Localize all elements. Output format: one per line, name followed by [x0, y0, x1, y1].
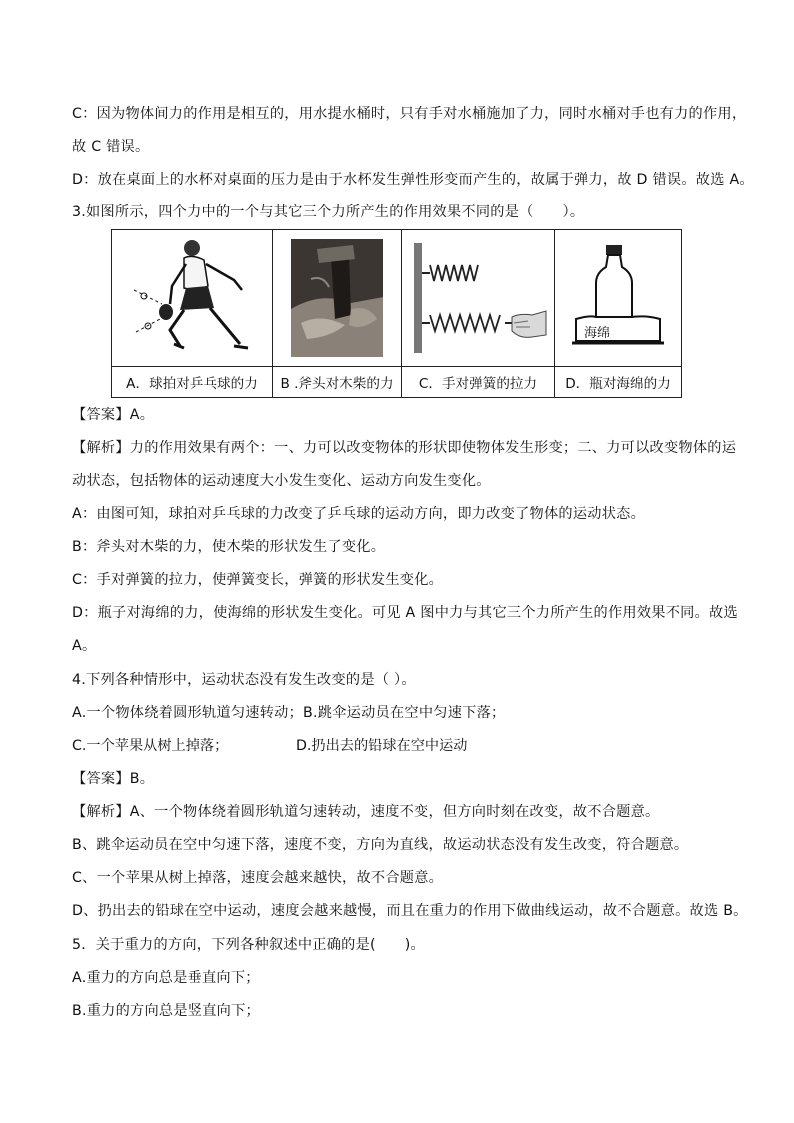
figure-cell-c — [402, 230, 555, 367]
hand-pulling-spring-image — [408, 243, 548, 353]
q4-stem: 4.下列各种情形中，运动状态没有发生改变的是（ ）。 — [72, 672, 416, 688]
q2-option-d-line: D：放在桌面上的水杯对桌面的压力是由于水杯发生弹性形变而产生的，故属于弹力，故 D 错误。故选 A。 — [72, 172, 754, 188]
q2-option-c-line1: C：因为物体间力的作用是相互的，用水提水桶时，只有手对水桶施加了力，同时水桶对手也有力的作用， — [72, 106, 747, 122]
caption-b: B .斧头对木柴的力 — [273, 367, 402, 398]
q3-figure-table — [111, 229, 682, 398]
q4-options-ab: A.一个物体绕着圆形轨道匀速转动；B.跳伞运动员在空中匀速下落； — [72, 705, 506, 721]
q3-analysis-b: B：斧头对木柴的力，使木柴的形状发生了变化。 — [72, 539, 386, 555]
q3-analysis-line1: 【解析】力的作用效果有两个：一、力可以改变物体的形状即使物体发生形变；二、力可以改变物体的运 — [72, 440, 737, 456]
q3-analysis-c: C：手对弹簧的拉力，使弹簧变长，弹簧的形状发生变化。 — [72, 572, 444, 588]
axe-splitting-wood-image — [291, 239, 383, 357]
q4-option-c: C.一个苹果从树上掉落； — [72, 738, 229, 754]
q4-answer: 【答案】B。 — [72, 771, 155, 787]
q3-stem: 3.如图所示，四个力中的一个与其它三个力所产生的作用效果不同的是（ ）。 — [72, 204, 585, 220]
table-tennis-player-image — [122, 234, 262, 362]
figure-cell-b — [273, 230, 402, 367]
caption-c: C．手对弹簧的拉力 — [402, 367, 555, 398]
caption-d: D．瓶对海绵的力 — [555, 367, 682, 398]
q3-analysis-d-line1: D：瓶子对海绵的力，使海绵的形状发生变化。可见 A 图中力与其它三个力所产生的作用效果不同。故选 — [72, 605, 738, 621]
q3-analysis-line2: 动状态，包括物体的运动速度大小发生变化、运动方向发生变化。 — [72, 473, 491, 489]
q3-answer: 【答案】A。 — [72, 407, 155, 423]
caption-a: A．球拍对乒乓球的力 — [112, 367, 273, 398]
q4-analysis-a: 【解析】A、一个物体绕着圆形轨道匀速转动，速度不变，但方向时刻在改变，故不合题意。 — [72, 804, 660, 820]
q4-option-d: D.扔出去的铅球在空中运动 — [296, 738, 468, 754]
q5-option-b: B.重力的方向总是竖直向下； — [72, 1003, 260, 1019]
q4-analysis-c: C、一个苹果从树上掉落，速度会越来越快，故不合题意。 — [72, 870, 444, 886]
q2-option-c-line2: 故 C 错误。 — [72, 139, 150, 155]
q5-stem: 5．关于重力的方向，下列各种叙述中正确的是( )。 — [72, 937, 425, 953]
q5-option-a: A.重力的方向总是垂直向下； — [72, 970, 260, 986]
sponge-label: 海绵 — [584, 326, 611, 341]
figure-cell-a — [112, 230, 273, 367]
figure-cell-d — [555, 230, 682, 367]
q3-analysis-a: A：由图可知，球拍对乒乓球的力改变了乒乓球的运动方向，即力改变了物体的运动状态。 — [72, 506, 646, 522]
q4-analysis-d: D、扔出去的铅球在空中运动，速度会越来越慢，而且在重力的作用下做曲线运动，故不合题意。故选 B。 — [72, 903, 748, 919]
q3-analysis-d-line2: A。 — [72, 638, 97, 654]
bottle-on-sponge-image — [570, 243, 666, 353]
q4-analysis-b: B、跳伞运动员在空中匀速下落，速度不变，方向为直线，故运动状态没有发生改变，符合题意。 — [72, 837, 689, 853]
